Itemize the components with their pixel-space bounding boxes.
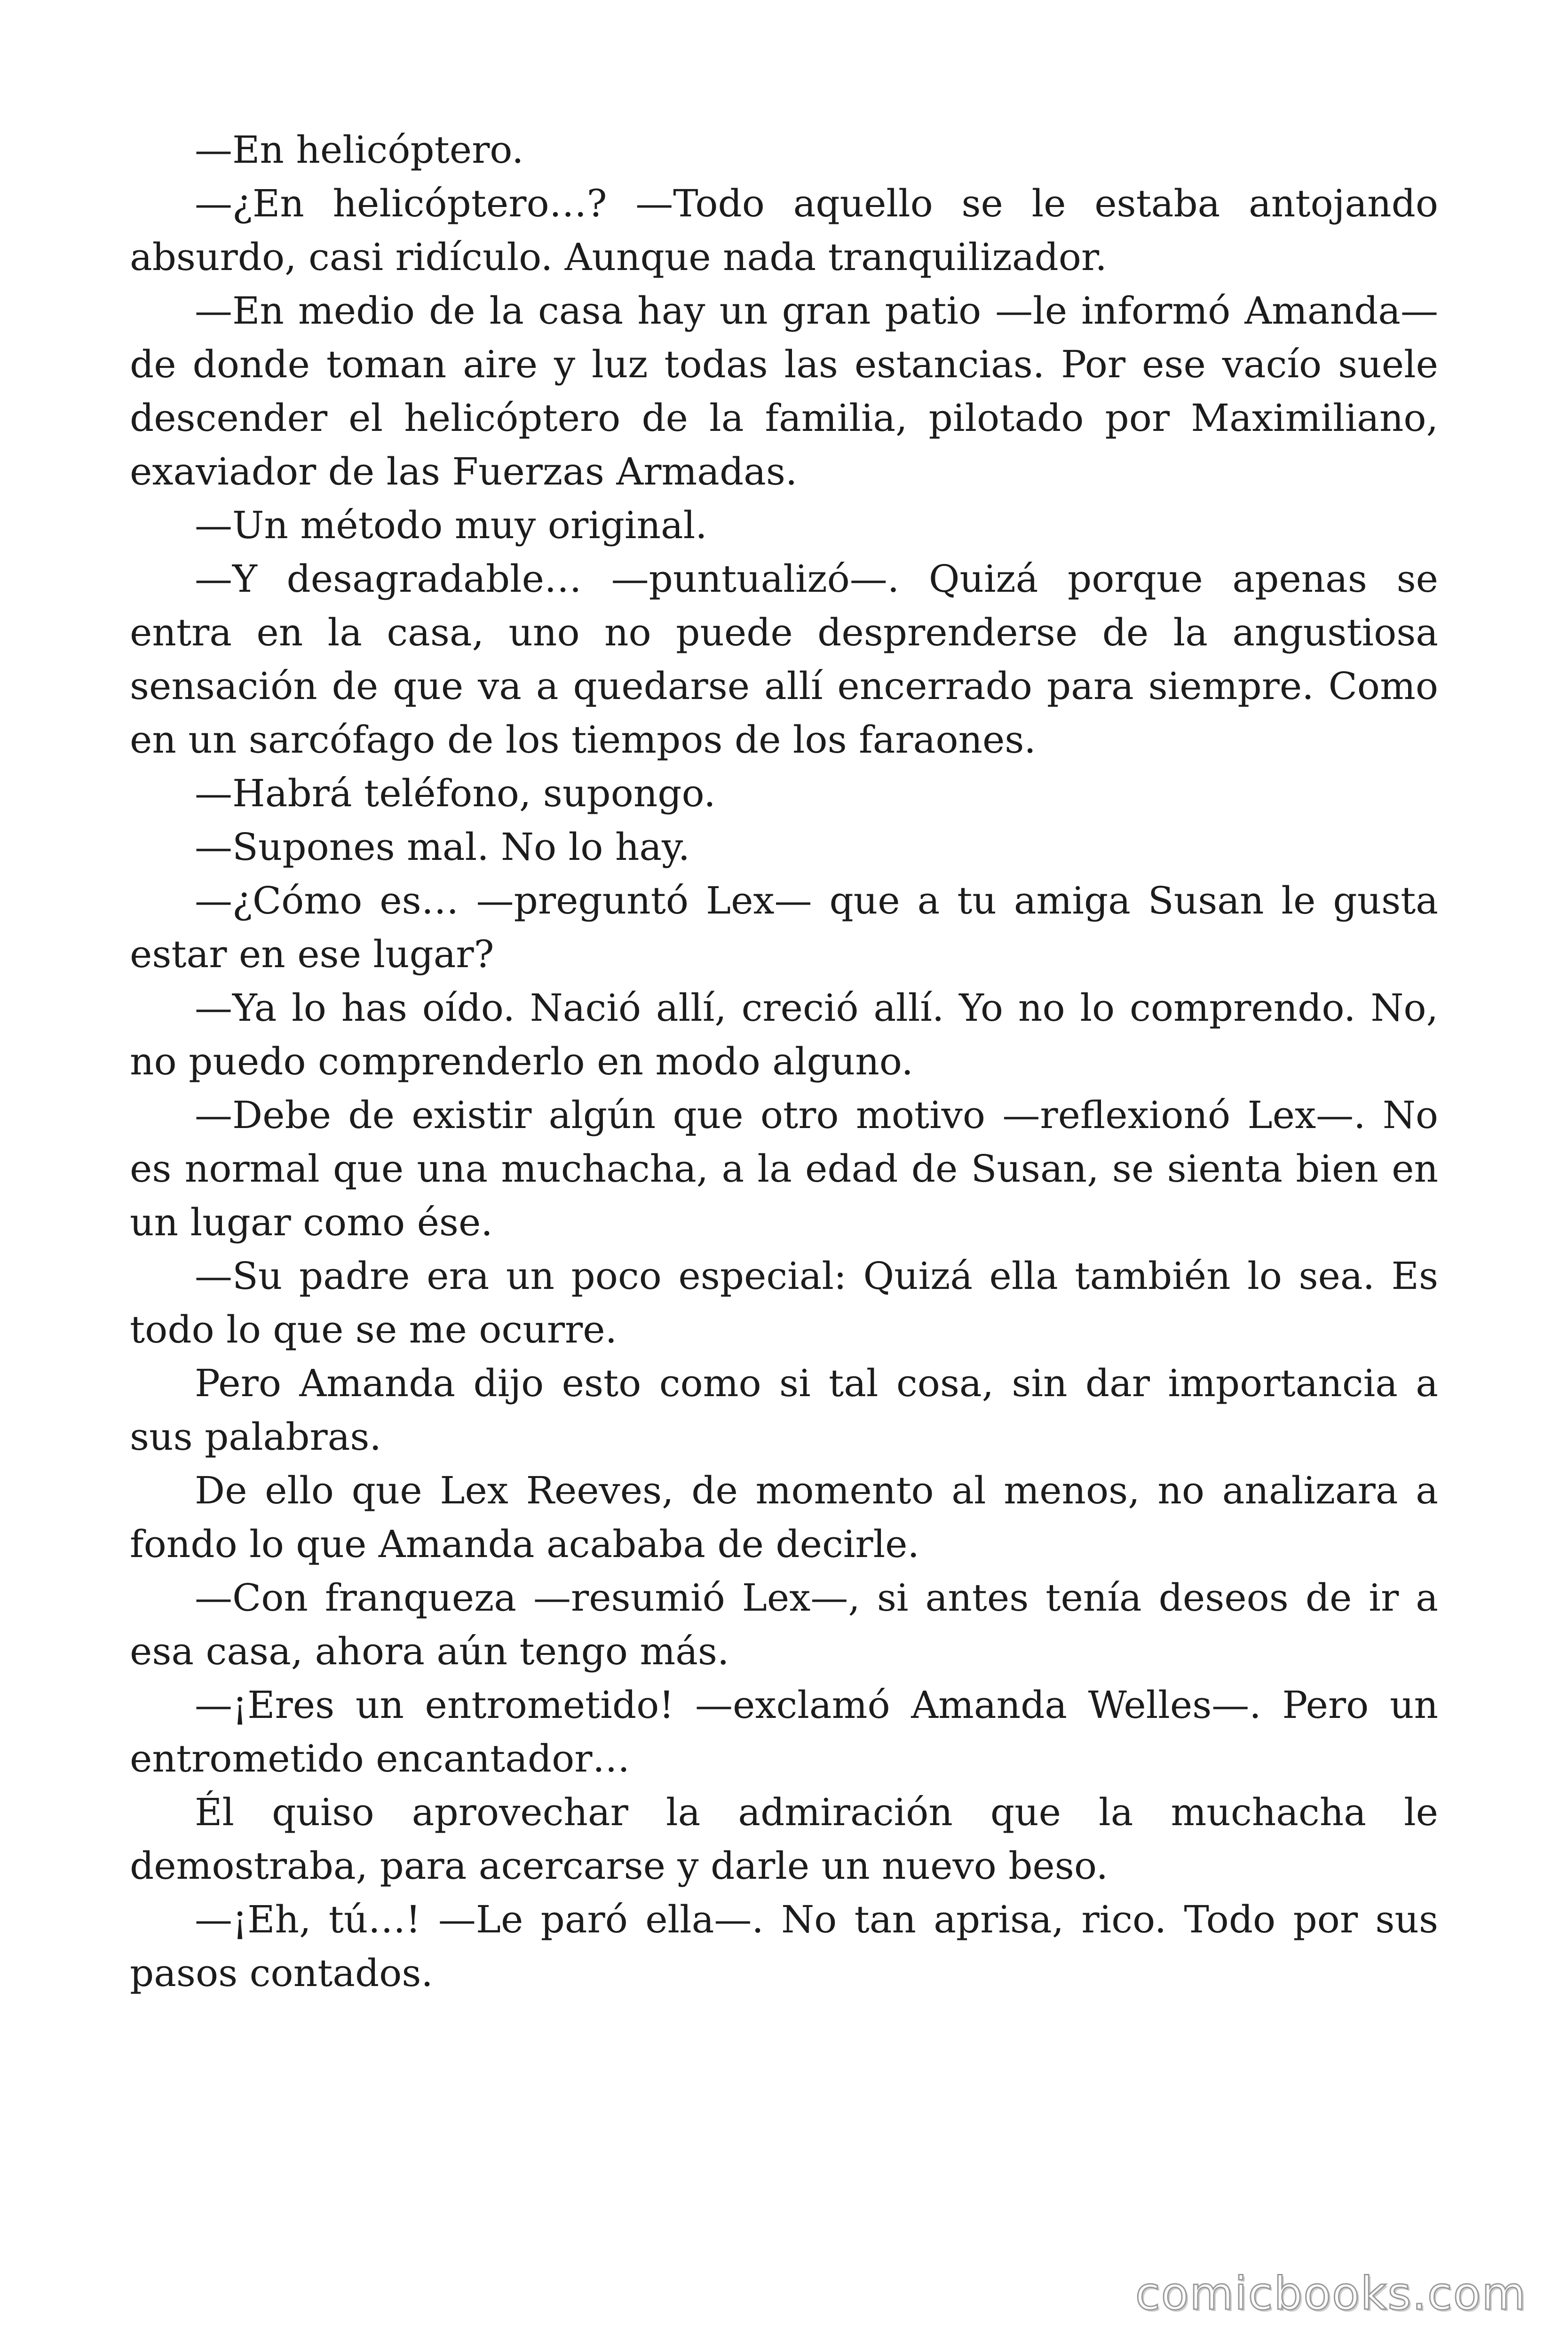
paragraph: —Con franqueza —resumió Lex—, si antes tenía deseos de ir a esa casa, ahora aún tengo más. — [130, 1576, 1438, 1673]
paragraph: Él quiso aprovechar la admiración que la muchacha le demostraba, para acercarse y darle un nuevo beso. — [130, 1790, 1438, 1888]
paragraph: Pero Amanda dijo esto como si tal cosa, sin dar importancia a sus palabras. — [130, 1361, 1438, 1459]
paragraph: —¡Eh, tú…! —Le paró ella—. No tan aprisa, rico. Todo por sus pasos contados. — [130, 1898, 1438, 1995]
paragraph: —¿Cómo es… —preguntó Lex— que a tu amiga Susan le gusta estar en ese lugar? — [130, 879, 1438, 976]
body-text — [130, 123, 1438, 2000]
paragraph: —Supones mal. No lo hay. — [195, 825, 690, 869]
paragraph: —Ya lo has oído. Nació allí, creció allí. Yo no lo comprendo. No, no puedo comprenderlo en modo alguno. — [130, 986, 1438, 1083]
paragraph: —Y desagradable… —puntualizó—. Quizá porque apenas se entra en la casa, uno no puede desprenderse de la angustiosa sensación de que va a quedarse allí encerrado para siempre. Como en un sarcófago de los tiempos de los faraones. — [130, 557, 1438, 762]
paragraph: —En medio de la casa hay un gran patio —le informó Amanda— de donde toman aire y luz todas las estancias. Por ese vacío suele descender el helicóptero de la familia, pilotado por Maximiliano, exaviador de las Fuerzas Armadas. — [130, 289, 1438, 493]
paragraph: —Un método muy original. — [195, 503, 707, 547]
paragraph: —Debe de existir algún que otro motivo —reflexionó Lex—. No es normal que una muchacha, a la edad de Susan, se sienta bien en un lugar como ése. — [130, 1093, 1438, 1244]
paragraph: —En helicóptero. — [195, 128, 524, 172]
paragraph: —¡Eres un entrometido! —exclamó Amanda Welles—. Pero un entrometido encantador… — [130, 1683, 1438, 1780]
watermark: comicbooks.com — [1135, 2267, 1527, 2320]
paragraph: —Habrá teléfono, supongo. — [195, 771, 716, 815]
paragraph: —Su padre era un poco especial: Quizá ella también lo sea. Es todo lo que se me ocurre. — [130, 1254, 1438, 1351]
paragraph: De ello que Lex Reeves, de momento al menos, no analizara a fondo lo que Amanda acababa de decirle. — [130, 1469, 1438, 1566]
paragraph: —¿En helicóptero…? —Todo aquello se le estaba antojando absurdo, casi ridículo. Aunque nada tranquilizador. — [130, 182, 1438, 279]
